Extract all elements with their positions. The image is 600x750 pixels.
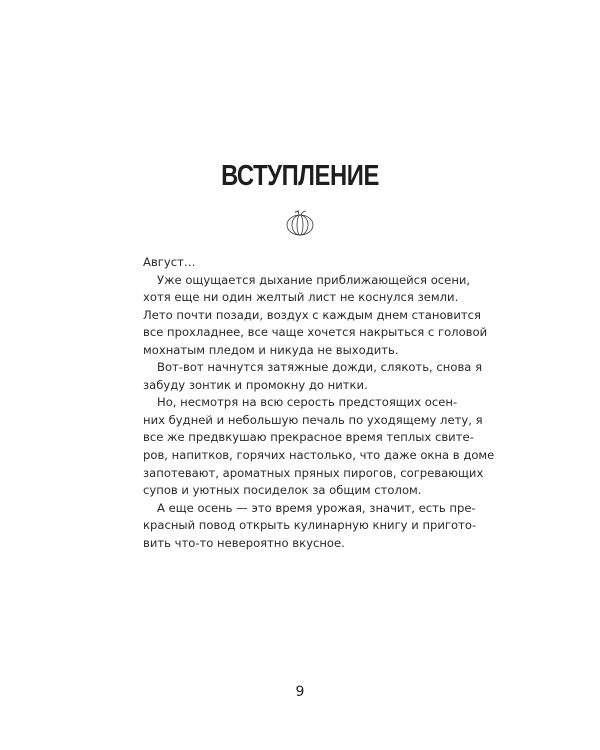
text-line: Вот-вот начнутся затяжные дожди, слякоть, снова я: [157, 360, 483, 375]
text-line: все же предвкушаю прекрасное время теплых свите-: [143, 430, 474, 445]
text-line: Уже ощущается дыхание приближающейся осени,: [157, 272, 471, 287]
page-title: ВСТУПЛЕНИЕ: [221, 160, 379, 192]
text-line: все прохладнее, все чаще хочется накрыться с головой: [143, 325, 488, 340]
page-number: 9: [295, 684, 305, 700]
text-line: супов и уютных посиделок за общим столом.: [143, 483, 422, 498]
text-line: Лето почти позади, воздух с каждым днем становится: [143, 307, 482, 322]
text-line: мохнатым пледом и никуда не выходить.: [143, 342, 399, 357]
text-line: забуду зонтик и промокну до нитки.: [143, 377, 368, 392]
text-line: ров, напитков, горячих настолько, что даже окна в доме: [143, 448, 495, 463]
pumpkin-icon: [284, 206, 316, 238]
text-line: хотя еще ни один желтый лист не коснулся земли.: [143, 290, 459, 305]
text-line: красный повод открыть кулинарную книгу и пригото-: [143, 518, 477, 533]
text-line: вить что-то невероятно вкусное.: [143, 535, 345, 550]
text-line: них будней и небольшую печаль по уходящему лету, я: [143, 412, 483, 427]
text-line: А еще осень — это время урожая, значит, есть пре-: [157, 500, 476, 515]
text-line: запотевают, ароматных пряных пирогов, согревающих: [143, 465, 484, 480]
text-line: Август…: [143, 255, 196, 269]
text-line: Но, несмотря на всю серость предстоящих осен-: [157, 395, 458, 410]
body-text: [143, 254, 495, 552]
